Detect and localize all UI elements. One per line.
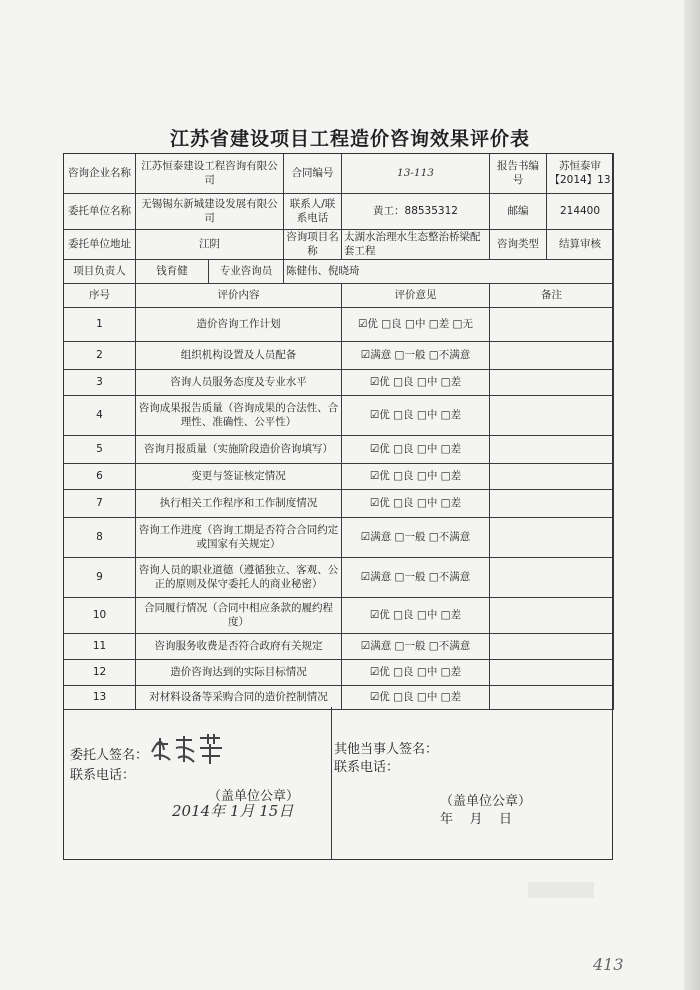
row-no: 13 bbox=[64, 686, 136, 710]
client-address-label: 委托单位地址 bbox=[64, 230, 136, 260]
postcode-value: 214400 bbox=[547, 194, 614, 230]
report-value: 苏恒泰审【2014】13 bbox=[547, 154, 614, 194]
row-no: 8 bbox=[64, 518, 136, 558]
row-content: 合同履行情况（合同中相应条款的履约程度） bbox=[136, 598, 342, 634]
row-no: 3 bbox=[64, 370, 136, 396]
row-no: 1 bbox=[64, 308, 136, 342]
row-content: 咨询月报质量（实施阶段造价咨询填写） bbox=[136, 436, 342, 464]
row-opinion[interactable]: ☑优 □良 □中 □差 bbox=[342, 370, 490, 396]
other-phone-label: 联系电话： bbox=[334, 760, 400, 775]
row-content: 咨询服务收费是否符合政府有关规定 bbox=[136, 634, 342, 660]
col-no: 序号 bbox=[64, 284, 136, 308]
staff-value: 陈健伟、倪晓琦 bbox=[284, 260, 614, 284]
other-seal-note: （盖单位公章） bbox=[440, 794, 532, 809]
row-content: 组织机构设置及人员配备 bbox=[136, 342, 342, 370]
row-opinion[interactable]: ☑优 □良 □中 □差 bbox=[342, 598, 490, 634]
client-value: 无锡锡东新城建设发展有限公司 bbox=[136, 194, 284, 230]
signature-area bbox=[63, 707, 613, 860]
report-label: 报告书编号 bbox=[490, 154, 547, 194]
row-opinion[interactable]: ☑优 □良 □中 □差 bbox=[342, 396, 490, 436]
row-no: 6 bbox=[64, 464, 136, 490]
col-remark: 备注 bbox=[490, 284, 614, 308]
contract-value: 13-113 bbox=[342, 154, 490, 194]
row-opinion[interactable]: ☑优 □良 □中 □差 □无 bbox=[342, 308, 490, 342]
project-label: 咨询项目名称 bbox=[284, 230, 342, 260]
col-content: 评价内容 bbox=[136, 284, 342, 308]
leader-value: 钱育健 bbox=[136, 260, 209, 284]
client-seal-note: （盖单位公章） bbox=[208, 789, 300, 804]
row-content: 咨询工作进度（咨询工期是否符合合同约定或国家有关规定） bbox=[136, 518, 342, 558]
project-value: 太湖水治理水生态整治桥梁配套工程 bbox=[342, 230, 490, 260]
row-opinion[interactable]: ☑满意 □一般 □不满意 bbox=[342, 342, 490, 370]
postcode-label: 邮编 bbox=[490, 194, 547, 230]
row-content: 造价咨询工作计划 bbox=[136, 308, 342, 342]
row-opinion[interactable]: ☑优 □良 □中 □差 bbox=[342, 660, 490, 686]
page-number: 413 bbox=[593, 955, 624, 974]
contract-label: 合同编号 bbox=[284, 154, 342, 194]
paper-mark bbox=[528, 882, 594, 898]
leader-label: 项目负责人 bbox=[64, 260, 136, 284]
type-label: 咨询类型 bbox=[490, 230, 547, 260]
row-opinion[interactable]: ☑满意 □一般 □不满意 bbox=[342, 634, 490, 660]
form-title: 江苏省建设项目工程造价咨询效果评价表 bbox=[169, 128, 530, 150]
row-no: 11 bbox=[64, 634, 136, 660]
type-value: 结算审核 bbox=[547, 230, 614, 260]
row-opinion[interactable]: ☑优 □良 □中 □差 bbox=[342, 464, 490, 490]
row-content: 咨询人员的职业道德（遵循独立、客观、公正的原则及保守委托人的商业秘密） bbox=[136, 558, 342, 598]
row-content: 执行相关工作程序和工作制度情况 bbox=[136, 490, 342, 518]
row-no: 10 bbox=[64, 598, 136, 634]
binder-edge bbox=[684, 0, 700, 990]
col-opinion: 评价意见 bbox=[342, 284, 490, 308]
row-content: 变更与签证核定情况 bbox=[136, 464, 342, 490]
row-opinion[interactable]: ☑满意 □一般 □不满意 bbox=[342, 558, 490, 598]
row-opinion[interactable]: ☑优 □良 □中 □差 bbox=[342, 686, 490, 710]
other-sign-label: 其他当事人签名： bbox=[334, 742, 439, 757]
row-content: 咨询成果报告质量（咨询成果的合法性、合理性、准确性、公平性） bbox=[136, 396, 342, 436]
row-no: 2 bbox=[64, 342, 136, 370]
row-opinion[interactable]: ☑满意 □一般 □不满意 bbox=[342, 518, 490, 558]
row-no: 7 bbox=[64, 490, 136, 518]
client-sign-label: 委托人签名： bbox=[70, 748, 149, 763]
client-phone-label: 联系电话： bbox=[70, 768, 136, 783]
staff-label: 专业咨询员 bbox=[209, 260, 284, 284]
client-sign-date: 2014年 1月 15日 bbox=[172, 802, 294, 820]
row-no: 4 bbox=[64, 396, 136, 436]
row-content: 咨询人员服务态度及专业水平 bbox=[136, 370, 342, 396]
client-label: 委托单位名称 bbox=[64, 194, 136, 230]
company-value: 江苏恒泰建设工程咨询有限公司 bbox=[136, 154, 284, 194]
row-no: 9 bbox=[64, 558, 136, 598]
row-opinion[interactable]: ☑优 □良 □中 □差 bbox=[342, 436, 490, 464]
other-sign-date: 年 月 日 bbox=[440, 812, 513, 827]
row-opinion[interactable]: ☑优 □良 □中 □差 bbox=[342, 490, 490, 518]
row-content: 对材料设备等采购合同的造价控制情况 bbox=[136, 686, 342, 710]
contact-label: 联系人/联系电话 bbox=[284, 194, 342, 230]
client-address-value: 江阴 bbox=[136, 230, 284, 260]
contact-value: 黄工：88535312 bbox=[342, 194, 490, 230]
signature-divider bbox=[331, 707, 332, 860]
row-no: 5 bbox=[64, 436, 136, 464]
row-no: 12 bbox=[64, 660, 136, 686]
client-signature bbox=[148, 730, 228, 766]
company-label: 咨询企业名称 bbox=[64, 154, 136, 194]
row-content: 造价咨询达到的实际目标情况 bbox=[136, 660, 342, 686]
